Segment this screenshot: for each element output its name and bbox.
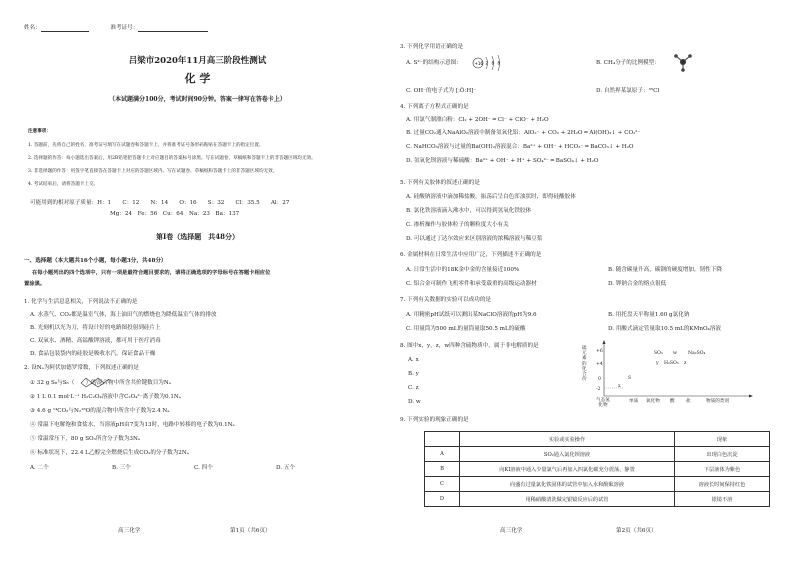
q8-option-d[interactable]: D. w — [408, 399, 421, 405]
question-7: 7. 下列有关数据的实验可以成功的是 — [400, 297, 492, 303]
exam-title: 吕梁市2020年11月高三阶段性测试 — [128, 56, 267, 66]
q8-option-b[interactable]: B. y — [408, 371, 419, 377]
part-title: 第Ⅰ卷（选择题 共48分） — [155, 232, 239, 241]
q3-option-c[interactable]: C. OH⁻的电子式为 [:Ö:H]⁻ — [406, 88, 477, 94]
exam-subtitle: （本试题满分100分，考试时间90分钟。答案一律写在答卷卡上） — [109, 96, 286, 103]
point-na2so4: Na₂SO₄ — [688, 351, 706, 356]
footer-page: 第2页（共6页） — [616, 528, 657, 534]
page-right — [400, 0, 794, 561]
experiment-table — [424, 431, 770, 507]
q1-option-d[interactable]: D. 食品包装袋内的硅胶是吸收水汽，保证食品干燥 — [30, 351, 156, 357]
footer-page: 第1页（共6页） — [230, 528, 271, 534]
sulfur-valence-diagram — [582, 340, 757, 410]
q5-option-a[interactable]: A. 硅酸钠溶液中滴加稀盐酸，振荡后呈白色浑浊状时，即得硅酸胶体 — [406, 194, 576, 200]
x-label: 盐 — [686, 399, 691, 404]
notice-item: 1. 答题前，先将自己的姓名、准考证号填写在试题卷和答题卡上，并将准考证号条形码粘贴在答题卡上的指定位置。 — [28, 143, 264, 148]
question-2: 2. 设Nₐ为阿伏加德罗常数，下列叙述正确的是 — [24, 365, 139, 371]
table-row[interactable] — [425, 462, 770, 477]
q6-option-a[interactable]: A. 日常生活中的18K金中金的含量接近100% — [406, 267, 520, 273]
point-s: S — [628, 376, 632, 381]
x-label: 气态氢化物 — [596, 398, 610, 408]
atomic-masses-2: Mg：24 Fe：56 Cu：64 Na：23 Ba：137 — [110, 211, 240, 217]
x-label: 物质的类别 — [706, 399, 729, 404]
tick-label: 0 — [598, 377, 601, 382]
svg-text:2: 2 — [485, 60, 489, 66]
q3-option-b[interactable]: B. CH₄分子的比例模型： — [596, 60, 660, 66]
q3-option-d[interactable]: D. 自然界某氯原子：³⁵Cl — [596, 88, 660, 94]
table-cell: 向KI溶液中通入少量氯气后再加入四氯化碳充分震荡，静置 — [460, 462, 675, 477]
x-label: 单质 — [629, 399, 639, 404]
q6-option-c[interactable]: C. 铝合金可制作飞机零件和承受载重的高级运动器材 — [406, 281, 537, 287]
q2-item: ① 32 g S₈与S₆（ ）的混合物中所含共价键数目为Nₐ — [30, 380, 171, 386]
q2-item: ⑤ 常温常压下，80 g SO₃所含分子数为3Nₐ — [30, 436, 141, 442]
table-cell: 用稀硝酸清洗做完银镜反应后的试管 — [460, 492, 675, 507]
q2-item: ③ 4.6 g ¹⁴CO₂与N₂¹⁸O的混合物中所含中子数为2.4 Nₐ — [30, 408, 170, 414]
q6-option-d[interactable]: D. 钾钠合金的熔点很低 — [608, 281, 667, 287]
table-cell: B — [425, 462, 460, 477]
q1-option-b[interactable]: B. 光刻机以光为刀，将设计好的电路图投射到硅片上 — [30, 325, 161, 331]
q4-option-b[interactable]: B. 过量CO₂通入NaAlO₂溶液中制备氢氧化铝：AlO₂⁻ + CO₂ + 2H₂O ═ Al(OH)₃↓ + CO₃²⁻ — [406, 130, 641, 136]
q4-option-a[interactable]: A. 用氯气制漂白粉：Cl₂ + 2OH⁻ ═ Cl⁻ + ClO⁻ + H₂O — [406, 117, 549, 123]
table-row[interactable] — [425, 477, 770, 492]
q7-option-b[interactable]: B. 用托盘天平称量1.60 g氯化钠 — [608, 312, 690, 318]
exam-label: 准考证号： — [110, 25, 139, 31]
q4-option-c[interactable]: C. NaHCO₃溶液与过量的Ba(OH)₂溶液混合：Ba²⁺ + OH⁻ + HCO₃⁻ ═ BaCO₃↓ + H₂O — [406, 144, 634, 150]
x-label: 氧化物 — [646, 399, 660, 404]
point-y: y — [656, 361, 659, 366]
point-x: x — [618, 384, 621, 389]
svg-text:8: 8 — [491, 60, 495, 66]
q4-option-d[interactable]: D. 氢氧化钡溶液与稀硫酸：Ba²⁺ + OH⁻ + H⁺ + SO₄²⁻ ═ BaSO₄↓ + H₂O — [406, 158, 599, 164]
question-6: 6. 金属材料在日常生活中应用广泛，下列描述不正确的是 — [400, 252, 542, 258]
q2-item: ⑥ 标准状况下，22.4 L乙醇完全燃烧后生成CO₂的分子数为2Nₐ — [30, 450, 189, 456]
table-row[interactable] — [425, 447, 770, 462]
notice-title: 注意事项： — [28, 129, 51, 134]
table-row[interactable] — [425, 492, 770, 507]
q2-option-b[interactable]: B. 三个 — [112, 465, 131, 471]
diagram-y-label: 硫元素的化合价 — [582, 346, 587, 383]
q5-option-b[interactable]: B. 氯化铁溶液滴入沸水中，可以得到氢氧化铁胶体 — [406, 208, 532, 214]
section-note-2: 置涂黑。 — [24, 281, 46, 287]
notice-item: 4. 考试结束后，请将答题卡上交。 — [28, 182, 99, 187]
table-header-cell: 现象 — [675, 432, 770, 447]
q7-option-d[interactable]: D. 用酸式滴定管量取10.5 mL的KMnO₄溶液 — [608, 326, 721, 332]
q6-option-b[interactable]: B. 随含碳量升高，碳钢的硬度增加，韧性下降 — [608, 267, 722, 273]
footer-subject: 高三化学 — [500, 528, 523, 534]
svg-text:8: 8 — [497, 60, 501, 66]
point-h2so3: H₂SO₃ — [664, 361, 679, 366]
q1-option-c[interactable]: C. 双氧水、酒精、高锰酸钾溶液，都可用于医疗消毒 — [30, 338, 161, 344]
atomic-masses: 可能用到的相对原子质量：H：1 C：12 N：14 O：16 S：32 Cl：35.5 Al：27 — [30, 200, 290, 206]
notice-item: 2. 选择题的作答：每小题选出答案后，用2B铅笔把答题卡上对应题目的答案标号涂黑。写在试题卷、草稿纸和答题卡上的非答题区域均无效。 — [28, 156, 316, 161]
name-field — [24, 25, 208, 32]
q5-option-d[interactable]: D. 可以通过丁达尔效应来区别溶液的浓稀溶液与稀豆浆 — [406, 236, 543, 242]
table-cell: SO₂通入氯化钡溶液 — [460, 447, 675, 462]
name-label: 姓名： — [24, 25, 41, 31]
section-title: 一、选择题（本大题共16个小题，每小题3分，共48分） — [24, 258, 167, 264]
q2-item: ④ 常温下电解饱和食盐水，当溶液pH由7变为13时，电路中转移的电子数为0.1Nₐ — [30, 422, 235, 428]
table-cell: C — [425, 477, 460, 492]
table-header-cell: 实验或实验操作 — [460, 432, 675, 447]
table-cell: D — [425, 492, 460, 507]
table-cell: 银镜不溶 — [675, 492, 770, 507]
exam-blank[interactable] — [138, 25, 208, 32]
sulfur-ion-structure-diagram — [470, 53, 506, 73]
q7-option-c[interactable]: C. 用量筒为500 mL的量筒量取50.5 mL的硫酸 — [406, 326, 526, 332]
q2-option-a[interactable]: A. 二个 — [30, 465, 49, 471]
notice-item: 3. 非选择题的作答：用签字笔直接答在答题卡上对应的答题区域内。写在试题卷、草稿纸和答题卡上的非答题区域均无效。 — [28, 169, 278, 174]
table-cell: 出现白色沉淀 — [675, 447, 770, 462]
table-header-row — [425, 432, 770, 447]
x-label: 酸 — [670, 399, 675, 404]
q2-option-c[interactable]: C. 四个 — [194, 465, 213, 471]
svg-text:+16: +16 — [474, 60, 483, 66]
footer-subject: 高三化学 — [118, 528, 141, 534]
q2-option-d[interactable]: D. 五个 — [276, 465, 296, 471]
s8-s6-ring-structure — [79, 375, 111, 389]
tick-label: -2 — [596, 387, 601, 392]
table-header-cell — [425, 432, 460, 447]
tick-label: +4 — [596, 362, 603, 367]
question-9: 9. 下列实验的现象正确的是 — [400, 417, 469, 423]
tick-label: +6 — [596, 349, 603, 354]
point-so3: SO₃ — [654, 351, 663, 356]
page-left — [0, 0, 395, 561]
question-1: 1. 化学与生活息息相关，下列说法不正确的是 — [24, 299, 138, 305]
q7-option-a[interactable]: A. 用精密pH试纸可以测出某NaClO溶液的pH为9.6 — [406, 312, 537, 318]
subject-title: 化 学 — [184, 72, 211, 85]
question-3: 3. 下列化学用语正确的是 — [400, 44, 464, 50]
point-z: z — [684, 361, 687, 366]
question-5: 5. 下列有关胶体的叙述正确的是 — [400, 180, 480, 186]
methane-model-icon — [672, 52, 694, 72]
q2-item: ② 1 L 0.1 mol·L⁻¹ H₂C₂O₄溶液中含C₂O₄²⁻离子数为0.1Nₐ — [30, 394, 181, 400]
table-cell: A — [425, 447, 460, 462]
point-w: w — [673, 351, 677, 356]
q3-option-a[interactable]: A. S²⁻的结构示意图： — [406, 60, 462, 66]
q8-option-a[interactable]: A. x — [408, 357, 419, 363]
table-cell: 溶液长时间保持红色 — [675, 477, 770, 492]
name-blank[interactable] — [41, 25, 89, 32]
table-cell: 向盛有过量氯化铁固体的试管中加入水和酚酞溶液 — [460, 477, 675, 492]
q8-option-c[interactable]: C. z — [408, 385, 419, 391]
q5-option-c[interactable]: C. 渗析操作与胶体粒子的颗粒度大小有关 — [406, 222, 509, 228]
question-4: 4. 下列离子方程式正确的是 — [400, 104, 469, 110]
table-cell: 下层液体为紫色 — [675, 462, 770, 477]
section-note: 在每小题列出的四个选项中，只有一项是最符合题目要求的，请将正确选项的字母标号在答题卡相应位 — [32, 270, 271, 276]
question-8: 8. 图中x，y，z，w四种含硫物质中，属于非电解质的是 — [400, 343, 539, 349]
q1-option-a[interactable]: A. 水蒸气、CO₂都是温室气体，海上油田气的燃烧也为降低温室气体的排放 — [30, 312, 217, 318]
diagram-axes — [590, 340, 755, 400]
